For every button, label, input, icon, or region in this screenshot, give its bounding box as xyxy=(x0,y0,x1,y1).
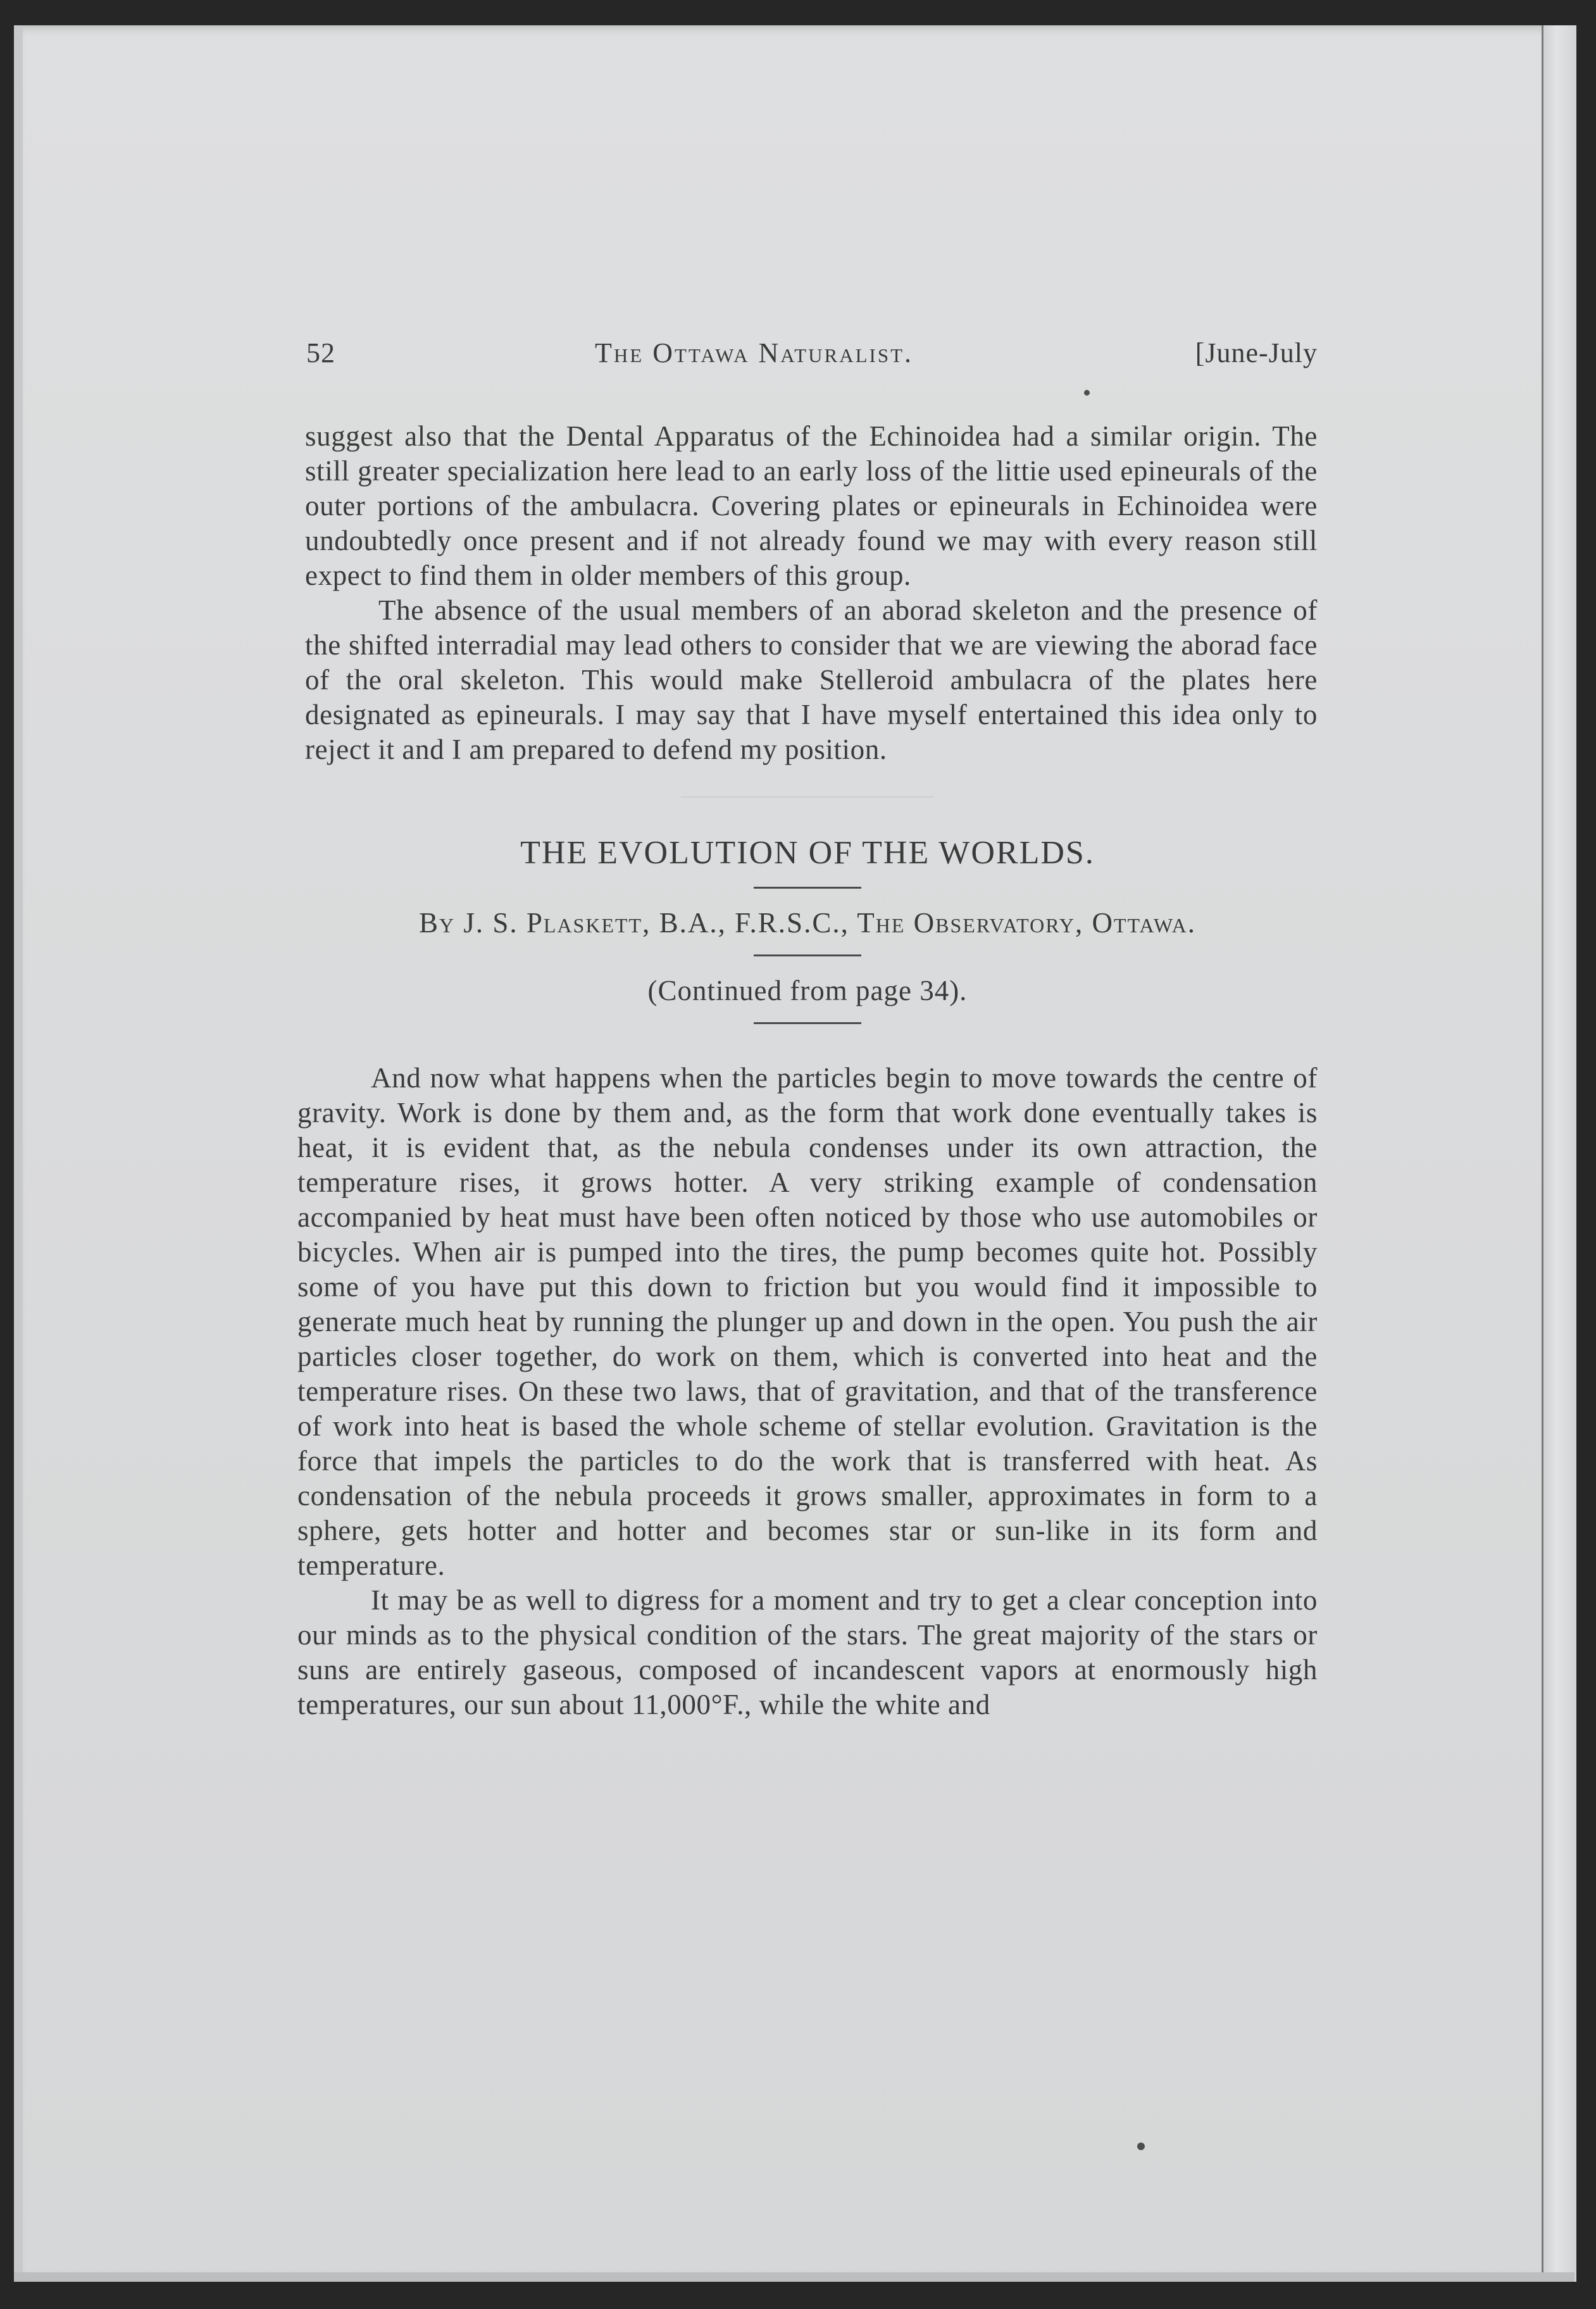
page-left-edge xyxy=(14,25,23,2282)
issue-date: [June-July xyxy=(1195,337,1318,368)
article-title: THE EVOLUTION OF THE WORLDS. xyxy=(520,835,1095,871)
paragraph: And now what happens when the particles begin to move towards the centre of gravity. Work is done by them and, as the form that work done eventually takes is heat, it is evident that, as the nebula condenses under its own attraction, the temperature rises, it grows hotter. A very striking example of condensation accompanied by heat must have been often noticed by those who use automobiles or bicycles. When air is pumped into the tires, the pump becomes quite hot. Possibly some of you have put this down to friction but you would find it impossible to generate much heat by running the plunger up and down in the open. You push the air particles closer together, do work on them, which is converted into heat and the temperature rises. On these two laws, that of gravitation, and that of the transference of work into heat is based the whole scheme of stellar evolution. Gravitation is the force that impels the particles to do the work that is transferred with heat. As condensation of the nebula proceeds it grows smaller, approximates in form to a sphere, gets hotter and hotter and becomes star or sun-like in its form and temperature. xyxy=(297,1062,1318,1581)
paragraph: The absence of the usual members of an aborad skeleton and the presence of the shifted interradial may lead others to consider that we are viewing the aborad face of the oral skeleton. This would make Stelleroid ambulacra of the plates here designated as epineurals. I may say that I have myself entertained this idea only to reject it and I am prepared to defend my position. xyxy=(305,594,1318,765)
continued-rule xyxy=(754,1022,861,1024)
section-divider xyxy=(681,796,934,798)
print-speck xyxy=(1137,2143,1145,2150)
paragraph: It may be as well to digress for a moment and try to get a clear conception into our minds as to the physical condition of the stars. The great majority of the stars or suns are entirely gaseous, composed of incandescent vapors at enormously high temperatures, our sun about 11,000°F., while the white and xyxy=(297,1584,1318,1720)
page-content xyxy=(297,329,1318,1722)
title-rule xyxy=(754,887,861,889)
page-right-margin-strip xyxy=(1542,25,1576,2282)
page-bottom-edge xyxy=(14,2272,1574,2282)
article-body xyxy=(297,1061,1318,1722)
paragraph: suggest also that the Dental Apparatus of the Echinoidea had a similar origin. The still greater specialization here lead to an early loss of the littie used epineurals of the outer portions of the ambulacra. Covering plates or epineurals in Echinoidea were undoubtedly once present and if not already found we may with every reason still expect to find them in older members of this group. xyxy=(305,420,1318,591)
continued-note: (Continued from page 34). xyxy=(647,975,968,1006)
byline-rule xyxy=(754,954,861,956)
running-header xyxy=(297,329,1318,386)
article-byline: By J. S. Plaskett, B.A., F.R.S.C., The Observatory, Ottawa. xyxy=(418,907,1197,939)
page-number: 52 xyxy=(306,337,335,368)
continued-text-section xyxy=(297,419,1318,767)
journal-title: The Ottawa Naturalist. xyxy=(595,337,914,368)
